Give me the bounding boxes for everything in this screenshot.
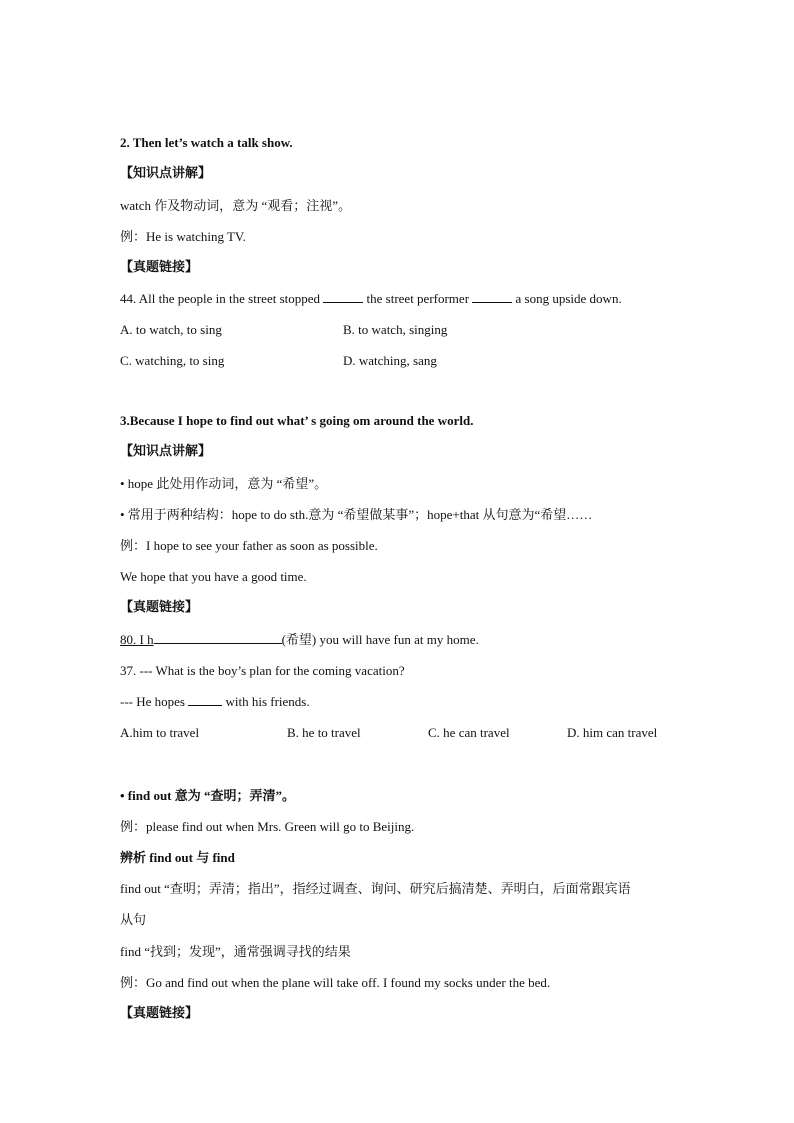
q44-suffix: a song upside down. — [515, 291, 622, 306]
q44-option-b: B. to watch, singing — [343, 322, 448, 337]
compare-line-1: find out “查明；弄清；指出”，指经过调查、询问、研究后搞清楚、弄明白，后面常跟宾语 — [120, 881, 631, 896]
q44-blank-1 — [323, 290, 363, 303]
exam-heading: 【真题链接】 — [120, 260, 199, 275]
q37-option-d: D. him can travel — [567, 725, 658, 740]
compare-heading: 辨析 find out 与 find — [120, 850, 235, 865]
q44-prefix: 44. All the people in the street stopped — [120, 291, 321, 306]
question-44 — [120, 290, 622, 308]
exam-heading-3: 【真题链接】 — [120, 600, 199, 615]
findout-point: • find out 意为 “查明；弄清”。 — [120, 788, 296, 803]
findout-example: 例：please find out when Mrs. Green will go to Beijing. — [120, 819, 415, 834]
q37-option-a: A.him to travel — [120, 725, 200, 740]
question-80 — [120, 631, 479, 649]
q37-prefix: --- He hopes — [120, 694, 185, 709]
watch-explanation: watch 作及物动词，意为 “观看；注视”。 — [120, 198, 352, 213]
q37-suffix: with his friends. — [225, 694, 310, 709]
compare-line-2: 从句 — [120, 912, 147, 927]
compare-line-3: find “找到；发现”，通常强调寻找的结果 — [120, 944, 351, 959]
hope-example-1: 例：I hope to see your father as soon as possible. — [120, 538, 378, 553]
compare-example: 例：Go and find out when the plane will take off. I found my socks under the bed. — [120, 975, 551, 990]
q37-line-1: 37. --- What is the boy’s plan for the coming vacation? — [120, 663, 405, 678]
q37-option-c: C. he can travel — [428, 725, 510, 740]
q44-option-a: A. to watch, to sing — [120, 322, 222, 337]
section-2-title: 2. Then let’s watch a talk show. — [120, 135, 293, 150]
q37-option-b: B. he to travel — [287, 725, 361, 740]
hope-point-2: • 常用于两种结构：hope to do sth.意为 “希望做某事”；hope+that 从句意为“希望…… — [120, 507, 593, 522]
q44-blank-2 — [472, 290, 512, 303]
q37-line-2 — [120, 693, 310, 711]
exam-heading-4: 【真题链接】 — [120, 1006, 199, 1021]
knowledge-heading: 【知识点讲解】 — [120, 166, 212, 181]
q80-prefix: 80. I h — [120, 632, 154, 647]
q37-blank — [188, 693, 222, 706]
q80-suffix: (希望) you will have fun at my home. — [281, 632, 479, 647]
watch-example: 例：He is watching TV. — [120, 229, 246, 244]
q44-option-d: D. watching, sang — [343, 353, 437, 368]
knowledge-heading-3: 【知识点讲解】 — [120, 444, 212, 459]
q80-blank — [154, 631, 282, 644]
hope-example-2: We hope that you have a good time. — [120, 569, 307, 584]
q44-middle: the street performer — [366, 291, 470, 306]
hope-point-1: • hope 此处用作动词，意为 “希望”。 — [120, 476, 328, 491]
q44-option-c: C. watching, to sing — [120, 353, 225, 368]
section-3-title: 3.Because I hope to find out what’ s going om around the world. — [120, 413, 474, 428]
